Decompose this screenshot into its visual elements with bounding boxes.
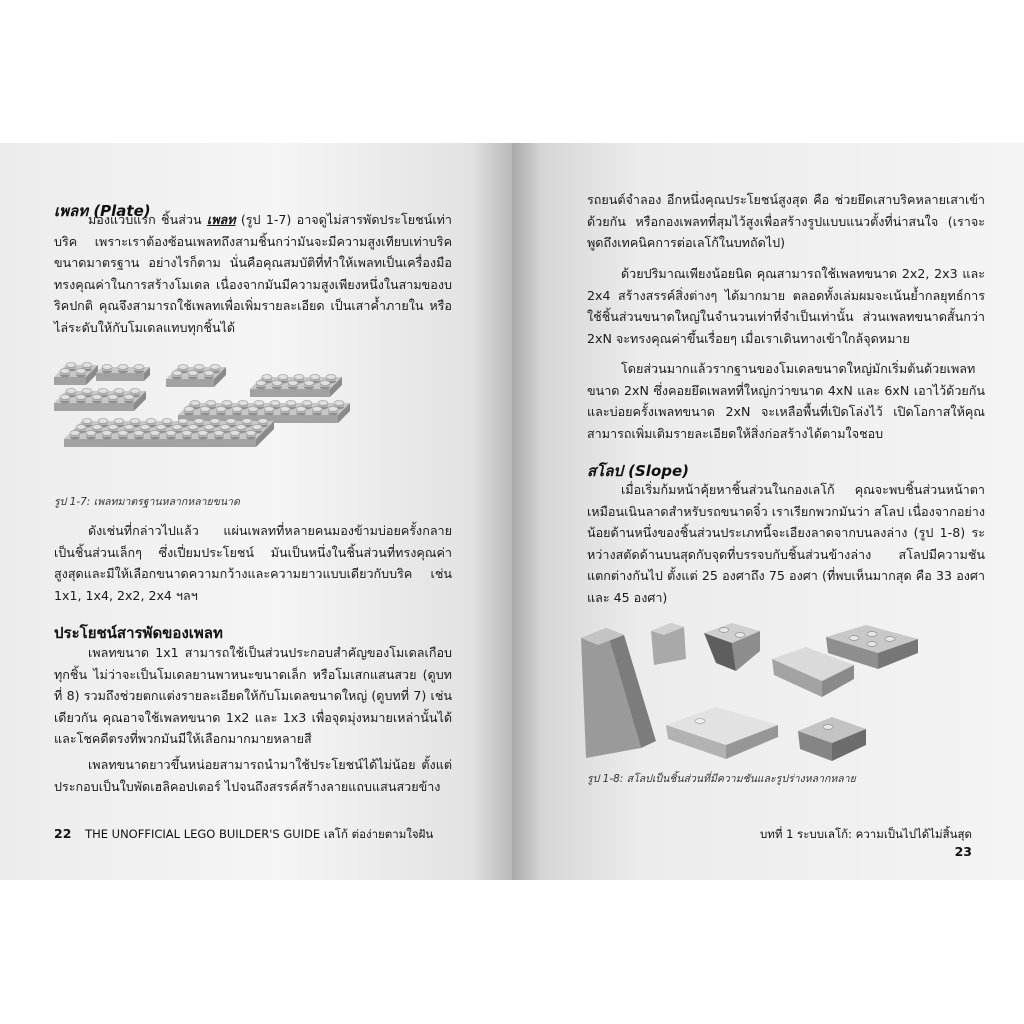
figure-1-7-caption: รูป 1-7: เพลทมาตรฐานหลากหลายขนาด <box>54 496 240 508</box>
slope-paragraph: เมื่อเริ่มก้มหน้าคุ้ยหาชิ้นส่วนในกองเลโก้ คุณจะพบชิ้นส่วนหน้าตาเหมือนเนินลาดสำหรับรถขนาดจิ๋ว เราเรียกพวกมันว่า สโลป เนื่องจากอย่างน้อยด้านหนึ่งของชิ้นส่วนประเภทนี้จะเอียงลาดจากบนลงล่าง (รูป 1-8) ระหว่างสตัดด้านบนสุดกับจุดที่บรรจบกับชิ้นส่วนข้างล่าง สโลปมีความชันแตกต่างกันไป ตั้งแต่ 25 องศาถึง 75 องศา (ที่พบเห็นมากสุด คือ 33 องศา และ 45 องศา) <box>587 482 986 605</box>
p1-text-b: (รูป 1-7) อาจดูไม่สารพัดประโยชน์เท่าบริค เพราะเราต้องซ้อนเพลทถึงสามชิ้นกว่ามันจะมีความสูงเทียบเท่าบริคขนาดมาตรฐาน อย่างไรก็ตาม นั่นคือคุณสมบัติที่ทำให้เพลทเป็นเครื่องมือทรงคุณค่าในการสร้างโมเดล เนื่องจากมันมีความสูงเพียงหนึ่งในสามของบริคปกติ คุณจึงสามารถใช้เพลทเพื่อเพิ่มรายละเอียด เป็นเสาค้ำภายใน หรือไล่ระดับให้กับโมเดลแทบทุกชิ้นได้ <box>54 212 452 335</box>
plate-term: เพลท <box>206 212 236 227</box>
plate-intro-paragraph <box>54 209 452 338</box>
left-footer <box>54 826 433 844</box>
right-footer <box>756 826 972 859</box>
book-spread <box>0 143 1024 880</box>
plate-piece <box>54 389 146 411</box>
slopes-figure <box>576 613 926 763</box>
slope-heading: สโลป (Slope) <box>587 462 690 480</box>
continued-paragraph: รถยนต์จำลอง อีกหนึ่งคุณประโยชน์สูงสุด คือ ช่วยยึดเสาบริคหลายเสาเข้าด้วยกัน หรือกองเพลทที่สุมไว้สูงเพื่อสร้างรูปแบบแนวตั้งที่น่าสนใจ (เราจะพูดถึงเทคนิคการต่อเลโก้ในบทถัดไป) <box>587 192 985 250</box>
plate-piece <box>54 363 98 385</box>
plate-piece <box>250 375 342 397</box>
left-page-number: 22 <box>54 826 72 841</box>
plate-piece <box>64 419 274 447</box>
plate-usage-paragraph: ดังเช่นที่กล่าวไปแล้ว แผ่นเพลทที่หลายคนมองข้ามบ่อยครั้งกลายเป็นชิ้นส่วนเล็กๆ ซึ่งเปี่ยมประโยชน์ มันเป็นหนึ่งในชิ้นส่วนที่ทรงคุณค่าสูงสุดและมีให้เลือกขนาดความกว้างและความยาวแบบเดียวกับบริค เช่น 1x1, 1x4, 2x2, 2x4 ฯลฯ <box>54 523 452 603</box>
figure-1-8-caption: รูป 1-8: สโลปเป็นชิ้นส่วนที่มีความชันและรูปร่างหลากหลาย <box>587 773 856 785</box>
plate-piece <box>166 365 226 387</box>
benefits-paragraph: เพลทขนาด 1x1 สามารถใช้เป็นส่วนประกอบสำคัญของโมเดลเกือบทุกชิ้น ไม่ว่าจะเป็นโมเดลยานพาหนะขนาดเล็ก หรือโมเสกแสนสวย (ดูบทที่ 8) รวมถึงช่วยตกแต่งรายละเอียดให้กับโมเดลขนาดใหญ่ (ดูบทที่ 7) เช่นเดียวกัน คุณอาจใช้เพลทขนาด 1x2 และ 1x3 เพื่อจุดมุ่งหมายเหล่านั้นได้ และโชคดีตรงที่พวกมันมีให้เลือกมากมายหลายสี <box>54 645 452 746</box>
plate-heading: เพลท (Plate) <box>54 202 151 220</box>
foundation-paragraph: โดยส่วนมากแล้วรากฐานของโมเดลขนาดใหญ่มักเริ่มต้นด้วยเพลทขนาด 2xN ซึ่งคอยยึดเพลทที่ใหญ่กว่าขนาด 4xN และ 6xN เอาไว้ด้วยกัน และบ่อยครั้งเพลทขนาด 2xN จะเหลือพื้นที่เปิดโล่งไว้ เปิดโอกาสให้คุณสามารถเพิ่มเติมรายละเอียดให้สิ่งก่อสร้างได้ตามใจชอบ <box>587 361 985 441</box>
right-page-number: 23 <box>954 844 972 859</box>
benefits-heading: ประโยชน์สารพัดของเพลท <box>54 624 223 642</box>
left-page <box>0 143 512 880</box>
right-page <box>512 143 1024 880</box>
right-running-title: บทที่ 1 ระบบเลโก้: ความเป็นไปได้ไม่สิ้นสุด <box>759 827 972 841</box>
left-running-title: THE UNOFFICIAL LEGO BUILDER'S GUIDE เลโก้ ต่อง่ายตามใจฝัน <box>85 827 434 841</box>
small-plates-paragraph: ด้วยปริมาณเพียงน้อยนิด คุณสามารถใช้เพลทขนาด 2x2, 2x3 และ 2x4 สร้างสรรค์สิ่งต่างๆ ได้มากมาย ตลอดทั้งเล่มผมจะเน้นย้ำกลยุทธ์การใช้ชิ้นส่วนขนาดใหญ่ในจำนวนเท่าที่จำเป็นเท่านั้น ส่วนเพลทขนาดสั้นกว่า 2xN จะทรงคุณค่าขึ้นเรื่อยๆ เมื่อเราเดินทางเข้าใกล้จุดหมาย <box>587 266 985 346</box>
p1-text-a: มองแวบแรก ชิ้นส่วน <box>88 212 207 227</box>
plates-figure <box>50 355 450 485</box>
long-plates-paragraph: เพลทขนาดยาวขึ้นหน่อยสามารถนำมาใช้ประโยชน์ได้ไม่น้อย ตั้งแต่ประกอบเป็นใบพัดเฮลิคอปเตอร์ ไปจนถึงสรรค์สร้างลายแถบแสนสวยข้าง <box>54 757 452 794</box>
plate-piece <box>96 365 150 381</box>
